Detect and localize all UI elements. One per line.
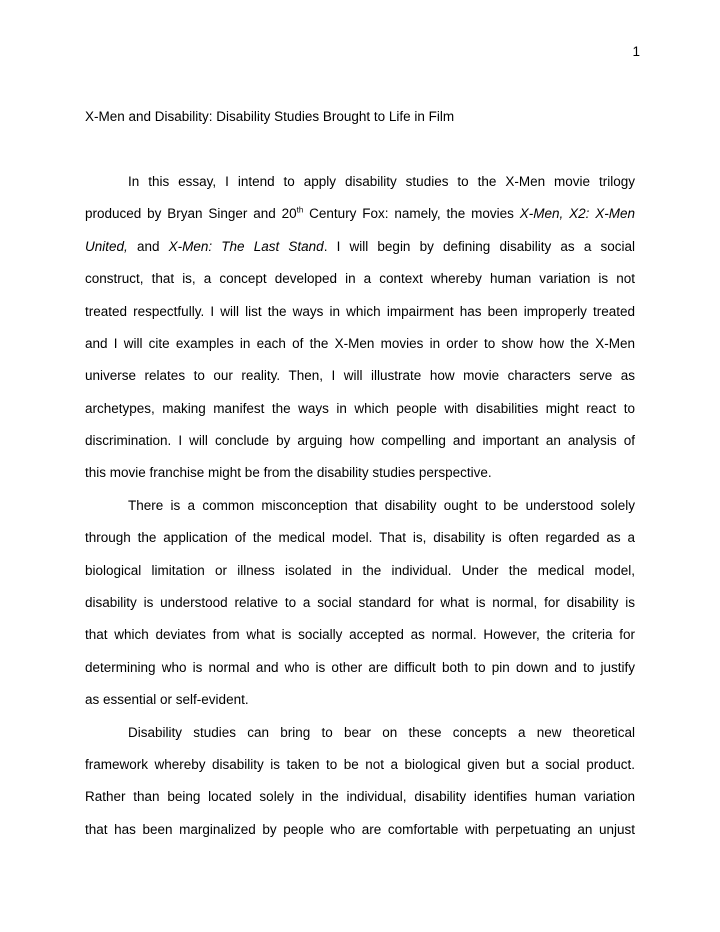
paragraph2-line4: disability is understood relative to a social standard for what is normal, for disability is <box>85 595 635 610</box>
paragraph3-line4: that has been marginalized by people who are comfortable with perpetuating an unjust <box>85 822 635 837</box>
movie-title: United, <box>85 239 128 254</box>
paragraph3-line1: Disability studies can bring to bear on these concepts a new theoretical <box>128 725 635 740</box>
paragraph1-line7: universe relates to our reality. Then, I will illustrate how movie characters serve as <box>85 368 635 383</box>
paragraph1-line3 <box>85 239 635 255</box>
essay-title: X-Men and Disability: Disability Studies Brought to Life in Film <box>85 109 455 124</box>
paragraph2-line1: There is a common misconception that disability ought to be understood solely <box>128 498 635 513</box>
paragraph3-line3: Rather than being located solely in the individual, disability identifies human variation <box>85 789 635 804</box>
paragraph1-line10: this movie franchise might be from the disability studies perspective. <box>85 465 492 480</box>
paragraph2-line2: through the application of the medical model. That is, disability is often regarded as a <box>85 530 635 545</box>
paragraph1-line8: archetypes, making manifest the ways in which people with disabilities might react to <box>85 401 635 416</box>
paragraph2-line6: determining who is normal and who is other are difficult both to pin down and to justify <box>85 660 635 675</box>
text-span: . I will begin by defining disability as a social <box>323 239 636 254</box>
paragraph1-line5: treated respectfully. I will list the ways in which impairment has been improperly treated <box>85 304 635 319</box>
paragraph1-line1: In this essay, I intend to apply disability studies to the X-Men movie trilogy <box>128 174 635 189</box>
paragraph1-line2 <box>85 206 635 222</box>
paragraph2-line7: as essential or self-evident. <box>85 692 249 707</box>
paragraph3-line2: framework whereby disability is taken to be not a biological given but a social product. <box>85 757 635 772</box>
movie-title: X-Men: The Last Stand <box>168 239 324 254</box>
paragraph1-line9: discrimination. I will conclude by arguing how compelling and important an analysis of <box>85 433 635 448</box>
paragraph2-line5: that which deviates from what is socially accepted as normal. However, the criteria for <box>85 627 635 642</box>
text-span: Century Fox: namely, the movies <box>303 206 520 221</box>
paragraph1-line6: and I will cite examples in each of the X-Men movies in order to show how the X-Men <box>85 336 635 351</box>
page-number: 1 <box>632 44 640 59</box>
text-span: and <box>127 239 169 254</box>
movie-title: X-Men, X2: X-Men <box>519 206 635 221</box>
paragraph2-line3: biological limitation or illness isolated in the individual. Under the medical model, <box>85 563 635 578</box>
superscript: th <box>296 205 304 215</box>
text-span: produced by Bryan Singer and 20 <box>85 206 297 221</box>
paragraph1-line4: construct, that is, a concept developed in a context whereby human variation is not <box>85 271 635 286</box>
